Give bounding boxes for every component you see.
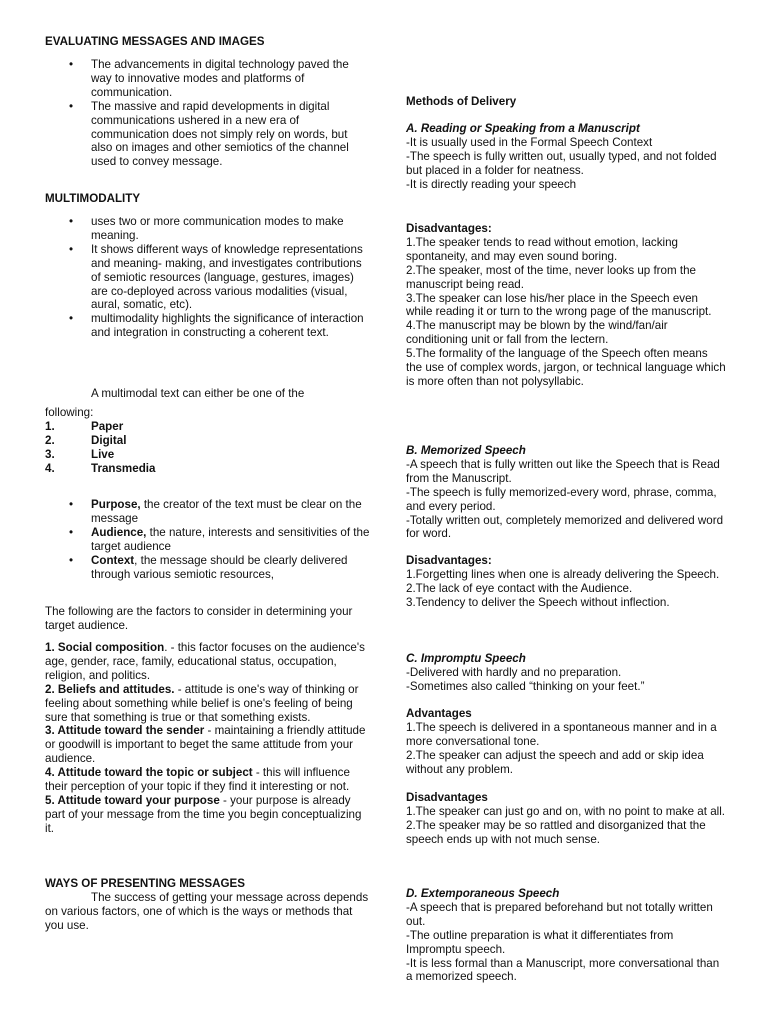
list-item: • uses two or more communication modes to make meaning. xyxy=(45,215,370,243)
list-item: 4. Transmedia xyxy=(45,461,156,475)
memorized-disadvantages xyxy=(406,554,726,610)
list-item: 4.The manuscript may be blown by the wind/fan/air conditioning unit or fall from the lectern. xyxy=(406,319,668,347)
impromptu-advantages xyxy=(406,707,726,777)
list-item: -The speech is fully memorized-every word, phrase, comma, and every period. xyxy=(406,485,717,513)
list-item: -It is usually used in the Formal Speech Context xyxy=(406,135,653,149)
list-item: • The massive and rapid developments in digital communications ushered in a new era of communication does not simply rely on words, but also on images and other semiotics of the channel used to convey message. xyxy=(45,100,370,170)
list-item: 2.The speaker can adjust the speech and add or skip idea without any problem. xyxy=(406,748,704,776)
list-item: 2. Digital xyxy=(45,433,127,447)
text-forms-list xyxy=(45,420,370,476)
list-item: • multimodality highlights the significance of interaction and integration in constructing a coherent text. xyxy=(45,312,370,340)
list-item: -Delivered with hardly and no preparation. xyxy=(406,665,622,679)
multimodal-text-sentence: A multimodal text can either be one of the xyxy=(91,387,305,400)
list-item: -The speech is fully written out, usually typed, and not folded but placed in a folder for neatness. xyxy=(406,149,717,177)
list-item: • Context, the message should be clearly delivered through various semiotic resources, xyxy=(45,554,370,582)
list-item: -Totally written out, completely memorized and delivered word for word. xyxy=(406,513,724,541)
multimodal-text-continuation: following: xyxy=(45,406,94,419)
list-item: -The outline preparation is what it differentiates from Impromptu speech. xyxy=(406,928,674,956)
section-memorized xyxy=(406,444,726,541)
list-item: 5.The formality of the language of the Speech often means the use of complex words, jargon, or technical language which is more often than not polysyllabic. xyxy=(406,347,726,388)
ways-heading: WAYS OF PRESENTING MESSAGES xyxy=(45,877,245,890)
list-item: 1. Paper xyxy=(45,420,124,433)
list-item: • It shows different ways of knowledge representations and meaning- making, and investigates contributions of semiotic resources (language, gestures, images) are co-deployed across various modalities (visual, aural, somatic, etc). xyxy=(45,243,370,313)
methods-heading: Methods of Delivery xyxy=(406,95,517,108)
list-item: • Audience, the nature, interests and sensitivities of the target audience xyxy=(45,526,370,554)
section-impromptu xyxy=(406,652,726,694)
pac-bullet-list xyxy=(45,498,370,581)
section-subheading: Disadvantages xyxy=(406,791,488,804)
impromptu-disadvantages xyxy=(406,791,726,847)
list-item: 1. Social composition. - this factor focuses on the audience's age, gender, race, family, educational status, occupation, religion, and politics. xyxy=(45,641,365,682)
section-manuscript xyxy=(406,122,726,192)
list-item: 3. Attitude toward the sender - maintaining a friendly attitude or goodwill is important to beget the same attitude from your audience. xyxy=(45,724,366,766)
section-extemporaneous xyxy=(406,887,726,984)
section-subheading: Advantages xyxy=(406,707,472,720)
list-item: -It is less formal than a Manuscript, more conversational than a memorized speech. xyxy=(406,956,720,984)
section-title: A. Reading or Speaking from a Manuscript xyxy=(406,122,640,135)
list-item: 2. Beliefs and attitudes. - attitude is one's way of thinking or feeling about something while belief is one's feeling of being sure that something is true or that something exists. xyxy=(45,682,359,724)
page-title: EVALUATING MESSAGES AND IMAGES xyxy=(45,35,265,48)
list-item: 3.The speaker can lose his/her place in the Speech even while reading it or turn to the wrong page of the manuscript. xyxy=(406,291,712,319)
list-item: -A speech that is prepared beforehand but not totally written out. xyxy=(406,900,713,928)
list-item: 1.The speaker tends to read without emotion, lacking spontaneity, and may even sound boring. xyxy=(406,235,678,263)
list-item: -It is directly reading your speech xyxy=(406,177,577,191)
list-item: 2.The speaker may be so rattled and disorganized that the speech ends up with not much sense. xyxy=(406,818,706,846)
ways-paragraph: The success of getting your message across depends on various factors, one of which is the ways or methods that you use. xyxy=(45,891,369,932)
factors-list xyxy=(45,641,370,836)
section-title: C. Impromptu Speech xyxy=(406,652,526,665)
list-item: -Sometimes also called “thinking on your feet.” xyxy=(406,679,645,693)
list-item: 3.Tendency to deliver the Speech without inflection. xyxy=(406,595,670,609)
list-item: 5. Attitude toward your purpose - your purpose is already part of your message from the time you begin conceptualizing it. xyxy=(45,793,362,835)
multimodality-heading: MULTIMODALITY xyxy=(45,192,141,205)
multimodality-bullet-list xyxy=(45,215,370,340)
list-item: 1.The speaker can just go and on, with no point to make at all. xyxy=(406,804,726,818)
list-item: 2.The speaker, most of the time, never looks up from the manuscript being read. xyxy=(406,263,696,291)
list-item: 1.Forgetting lines when one is already delivering the Speech. xyxy=(406,567,720,581)
list-item: 4. Attitude toward the topic or subject - this will influence their perception of your topic if they find it interesting or not. xyxy=(45,766,350,794)
section-subheading: Disadvantages: xyxy=(406,222,492,235)
factors-intro: The following are the factors to consider in determining your target audience. xyxy=(45,605,353,632)
section-title: D. Extemporaneous Speech xyxy=(406,887,560,900)
list-item: 3. Live xyxy=(45,447,115,461)
multimodal-text-line xyxy=(45,387,370,401)
section-title: B. Memorized Speech xyxy=(406,444,526,457)
manuscript-disadvantages xyxy=(406,222,726,389)
list-item: 2.The lack of eye contact with the Audience. xyxy=(406,581,633,595)
section-subheading: Disadvantages: xyxy=(406,554,492,567)
list-item: 1.The speech is delivered in a spontaneous manner and in a more conversational tone. xyxy=(406,720,717,748)
list-item: • Purpose, the creator of the text must be clear on the message xyxy=(45,498,370,526)
list-item: -A speech that is fully written out like the Speech that is Read from the Manuscript. xyxy=(406,457,720,485)
list-item: • The advancements in digital technology paved the way to innovative modes and platforms of communication. xyxy=(45,58,370,100)
intro-bullet-list xyxy=(45,58,370,169)
